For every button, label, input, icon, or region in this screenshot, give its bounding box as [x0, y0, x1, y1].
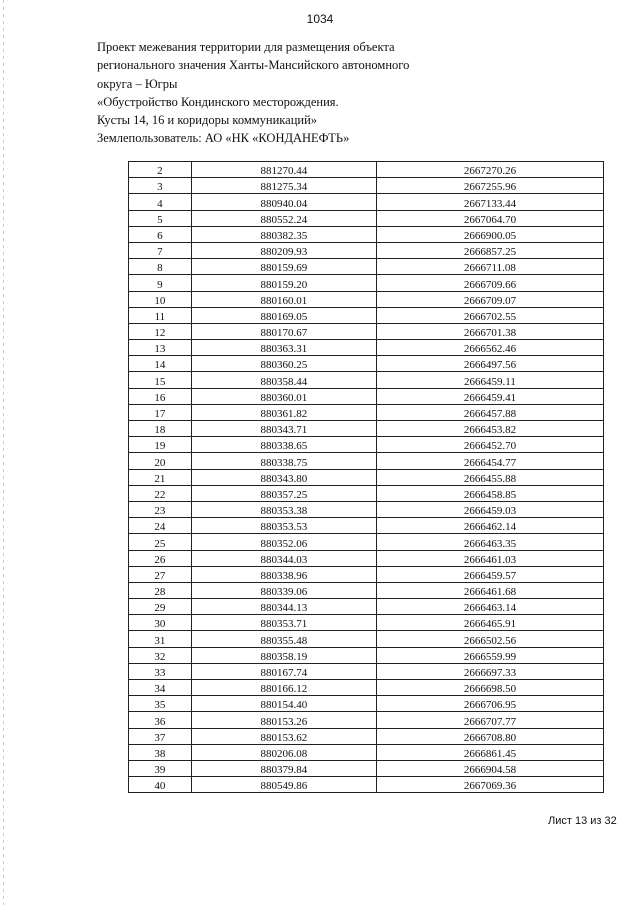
table-row	[129, 404, 604, 420]
y-coordinate-cell: 2666562.46	[376, 340, 603, 356]
y-coordinate-cell: 2666455.88	[376, 469, 603, 485]
point-number-cell: 7	[129, 242, 192, 258]
y-coordinate-cell: 2666904.58	[376, 760, 603, 776]
y-coordinate-cell: 2666454.77	[376, 453, 603, 469]
point-number-cell: 39	[129, 760, 192, 776]
point-number-cell: 9	[129, 275, 192, 291]
y-coordinate-cell: 2666463.14	[376, 599, 603, 615]
x-coordinate-cell: 880382.35	[191, 226, 376, 242]
header-line: регионального значения Ханты-Мансийского автономного	[97, 58, 410, 73]
x-coordinate-cell: 880353.53	[191, 518, 376, 534]
y-coordinate-cell: 2666502.56	[376, 631, 603, 647]
point-number-cell: 31	[129, 631, 192, 647]
x-coordinate-cell: 880344.03	[191, 550, 376, 566]
point-number-cell: 6	[129, 226, 192, 242]
point-number-cell: 20	[129, 453, 192, 469]
table-row	[129, 744, 604, 760]
coordinates-table-body	[129, 162, 604, 793]
y-coordinate-cell: 2666459.03	[376, 501, 603, 517]
x-coordinate-cell: 880170.67	[191, 323, 376, 339]
point-number-cell: 19	[129, 437, 192, 453]
y-coordinate-cell: 2666452.70	[376, 437, 603, 453]
table-row	[129, 291, 604, 307]
coordinates-table	[128, 161, 604, 793]
x-coordinate-cell: 880353.38	[191, 501, 376, 517]
point-number-cell: 10	[129, 291, 192, 307]
y-coordinate-cell: 2666461.03	[376, 550, 603, 566]
x-coordinate-cell: 880166.12	[191, 680, 376, 696]
point-number-cell: 35	[129, 696, 192, 712]
table-row	[129, 566, 604, 582]
y-coordinate-cell: 2666709.66	[376, 275, 603, 291]
y-coordinate-cell: 2667069.36	[376, 777, 603, 793]
x-coordinate-cell: 880338.75	[191, 453, 376, 469]
y-coordinate-cell: 2666497.56	[376, 356, 603, 372]
x-coordinate-cell: 880344.13	[191, 599, 376, 615]
table-row	[129, 728, 604, 744]
table-row	[129, 421, 604, 437]
point-number-cell: 34	[129, 680, 192, 696]
x-coordinate-cell: 880552.24	[191, 210, 376, 226]
y-coordinate-cell: 2666701.38	[376, 323, 603, 339]
x-coordinate-cell: 880154.40	[191, 696, 376, 712]
table-row	[129, 275, 604, 291]
y-coordinate-cell: 2666697.33	[376, 663, 603, 679]
x-coordinate-cell: 880355.48	[191, 631, 376, 647]
point-number-cell: 15	[129, 372, 192, 388]
table-row	[129, 437, 604, 453]
y-coordinate-cell: 2666458.85	[376, 485, 603, 501]
header-line: Проект межевания территории для размещения объекта	[97, 40, 395, 54]
point-number-cell: 2	[129, 162, 192, 178]
sheet-number: Лист 13 из 32	[548, 815, 617, 827]
point-number-cell: 3	[129, 178, 192, 194]
table-row	[129, 259, 604, 275]
y-coordinate-cell: 2666698.50	[376, 680, 603, 696]
x-coordinate-cell: 880360.25	[191, 356, 376, 372]
table-row	[129, 323, 604, 339]
table-row	[129, 307, 604, 323]
point-number-cell: 16	[129, 388, 192, 404]
x-coordinate-cell: 880343.71	[191, 421, 376, 437]
y-coordinate-cell: 2666459.11	[376, 372, 603, 388]
x-coordinate-cell: 880358.19	[191, 647, 376, 663]
x-coordinate-cell: 880352.06	[191, 534, 376, 550]
table-row	[129, 696, 604, 712]
point-number-cell: 23	[129, 501, 192, 517]
table-row	[129, 242, 604, 258]
table-row	[129, 760, 604, 776]
x-coordinate-cell: 880160.01	[191, 291, 376, 307]
y-coordinate-cell: 2666462.14	[376, 518, 603, 534]
y-coordinate-cell: 2666702.55	[376, 307, 603, 323]
y-coordinate-cell: 2666706.95	[376, 696, 603, 712]
x-coordinate-cell: 880153.62	[191, 728, 376, 744]
x-coordinate-cell: 880159.20	[191, 275, 376, 291]
table-row	[129, 453, 604, 469]
point-number-cell: 14	[129, 356, 192, 372]
x-coordinate-cell: 880549.86	[191, 777, 376, 793]
y-coordinate-cell: 2667064.70	[376, 210, 603, 226]
y-coordinate-cell: 2666857.25	[376, 242, 603, 258]
point-number-cell: 29	[129, 599, 192, 615]
table-row	[129, 599, 604, 615]
y-coordinate-cell: 2666461.68	[376, 582, 603, 598]
table-row	[129, 210, 604, 226]
x-coordinate-cell: 880357.25	[191, 485, 376, 501]
x-coordinate-cell: 880940.04	[191, 194, 376, 210]
y-coordinate-cell: 2667255.96	[376, 178, 603, 194]
x-coordinate-cell: 880169.05	[191, 307, 376, 323]
x-coordinate-cell: 880339.06	[191, 582, 376, 598]
y-coordinate-cell: 2666707.77	[376, 712, 603, 728]
point-number-cell: 12	[129, 323, 192, 339]
point-number-cell: 30	[129, 615, 192, 631]
table-row	[129, 680, 604, 696]
table-row	[129, 631, 604, 647]
point-number-cell: 18	[129, 421, 192, 437]
table-row	[129, 534, 604, 550]
table-row	[129, 663, 604, 679]
x-coordinate-cell: 880379.84	[191, 760, 376, 776]
point-number-cell: 38	[129, 744, 192, 760]
x-coordinate-cell: 880358.44	[191, 372, 376, 388]
table-row	[129, 226, 604, 242]
x-coordinate-cell: 880206.08	[191, 744, 376, 760]
y-coordinate-cell: 2667133.44	[376, 194, 603, 210]
point-number-cell: 13	[129, 340, 192, 356]
x-coordinate-cell: 881270.44	[191, 162, 376, 178]
table-row	[129, 469, 604, 485]
point-number-cell: 17	[129, 404, 192, 420]
point-number-cell: 26	[129, 550, 192, 566]
point-number-cell: 28	[129, 582, 192, 598]
point-number-cell: 22	[129, 485, 192, 501]
table-row	[129, 712, 604, 728]
x-coordinate-cell: 880338.96	[191, 566, 376, 582]
page-number: 1034	[306, 12, 334, 26]
table-row	[129, 194, 604, 210]
y-coordinate-cell: 2666900.05	[376, 226, 603, 242]
x-coordinate-cell: 880338.65	[191, 437, 376, 453]
x-coordinate-cell: 880153.26	[191, 712, 376, 728]
table-row	[129, 178, 604, 194]
y-coordinate-cell: 2666559.99	[376, 647, 603, 663]
x-coordinate-cell: 880343.80	[191, 469, 376, 485]
scan-edge-line	[3, 0, 4, 905]
table-row	[129, 162, 604, 178]
point-number-cell: 8	[129, 259, 192, 275]
table-row	[129, 501, 604, 517]
point-number-cell: 25	[129, 534, 192, 550]
y-coordinate-cell: 2666459.57	[376, 566, 603, 582]
table-row	[129, 485, 604, 501]
x-coordinate-cell: 880361.82	[191, 404, 376, 420]
y-coordinate-cell: 2666709.07	[376, 291, 603, 307]
y-coordinate-cell: 2666708.80	[376, 728, 603, 744]
table-row	[129, 356, 604, 372]
y-coordinate-cell: 2666861.45	[376, 744, 603, 760]
point-number-cell: 21	[129, 469, 192, 485]
y-coordinate-cell: 2666457.88	[376, 404, 603, 420]
table-row	[129, 550, 604, 566]
x-coordinate-cell: 880209.93	[191, 242, 376, 258]
header-line: Кусты 14, 16 и коридоры коммуникаций»	[97, 113, 318, 128]
point-number-cell: 37	[129, 728, 192, 744]
y-coordinate-cell: 2666459.41	[376, 388, 603, 404]
table-row	[129, 777, 604, 793]
y-coordinate-cell: 2666453.82	[376, 421, 603, 437]
point-number-cell: 24	[129, 518, 192, 534]
table-row	[129, 647, 604, 663]
header-line: Землепользователь: АО «НК «КОНДАНЕФТЬ»	[97, 131, 350, 146]
x-coordinate-cell: 880363.31	[191, 340, 376, 356]
table-row	[129, 372, 604, 388]
table-row	[129, 518, 604, 534]
x-coordinate-cell: 880159.69	[191, 259, 376, 275]
y-coordinate-cell: 2666465.91	[376, 615, 603, 631]
header-line: «Обустройство Кондинского месторождения.	[97, 94, 339, 109]
x-coordinate-cell: 880167.74	[191, 663, 376, 679]
y-coordinate-cell: 2666711.08	[376, 259, 603, 275]
point-number-cell: 4	[129, 194, 192, 210]
table-row	[129, 582, 604, 598]
table-row	[129, 615, 604, 631]
point-number-cell: 11	[129, 307, 192, 323]
x-coordinate-cell: 881275.34	[191, 178, 376, 194]
x-coordinate-cell: 880360.01	[191, 388, 376, 404]
x-coordinate-cell: 880353.71	[191, 615, 376, 631]
point-number-cell: 36	[129, 712, 192, 728]
point-number-cell: 33	[129, 663, 192, 679]
y-coordinate-cell: 2667270.26	[376, 162, 603, 178]
y-coordinate-cell: 2666463.35	[376, 534, 603, 550]
document-header	[97, 38, 437, 148]
point-number-cell: 5	[129, 210, 192, 226]
point-number-cell: 40	[129, 777, 192, 793]
point-number-cell: 32	[129, 647, 192, 663]
table-row	[129, 340, 604, 356]
table-row	[129, 388, 604, 404]
header-line: округа – Югры	[97, 76, 178, 91]
point-number-cell: 27	[129, 566, 192, 582]
